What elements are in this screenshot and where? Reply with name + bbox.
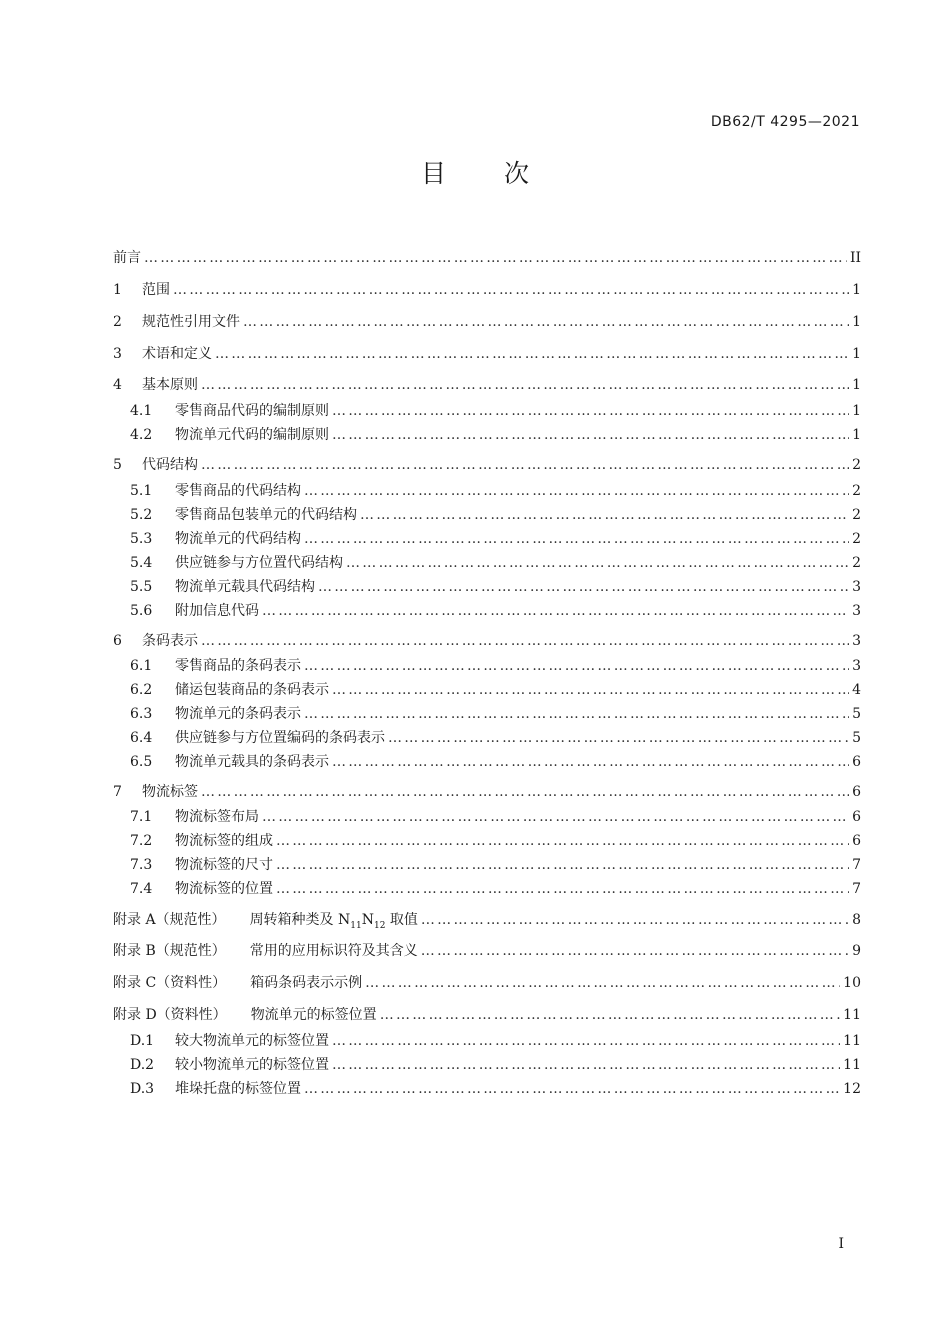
toc-label: 箱码条码表示示例	[250, 975, 363, 991]
toc-number: 6.1	[130, 658, 153, 674]
toc-page: 2	[852, 531, 861, 547]
toc-label: 较大物流单元的标签位置	[175, 1033, 329, 1049]
toc-number: 1	[113, 282, 122, 298]
toc-label: 代码结构	[142, 457, 198, 473]
toc-page: 1	[852, 346, 861, 362]
toc-subentry[interactable]	[130, 878, 861, 900]
toc-label: 物流单元载具的条码表示	[175, 754, 329, 770]
toc-label: 附加信息代码	[175, 603, 259, 619]
toc-subentry[interactable]	[130, 703, 861, 725]
toc-label: 物流标签	[142, 784, 198, 800]
document-code: DB62/T 4295—2021	[710, 114, 860, 130]
toc-subentry[interactable]	[130, 655, 861, 677]
toc-number: 6.4	[130, 730, 153, 746]
toc-number: 5.5	[130, 579, 153, 595]
toc-page: 3	[852, 603, 861, 619]
toc-subentry[interactable]	[130, 600, 861, 622]
toc-label: 零售商品的代码结构	[175, 483, 301, 499]
toc-number: 5.6	[130, 603, 153, 619]
toc-page: 1	[852, 282, 861, 298]
toc-label: 基本原则	[142, 377, 198, 393]
toc-subentry[interactable]	[130, 679, 861, 701]
toc-page: 3	[852, 579, 861, 595]
toc-number: 4.2	[130, 427, 153, 443]
toc-page: 2	[852, 507, 861, 523]
toc-label: 堆垛托盘的标签位置	[175, 1081, 301, 1097]
toc-page: 9	[852, 943, 861, 959]
toc-entry[interactable]	[113, 279, 861, 301]
toc-page: 6	[852, 833, 861, 849]
toc-label: 较小物流单元的标签位置	[175, 1057, 329, 1073]
toc-annex-entry[interactable]	[113, 972, 861, 994]
toc-number: 6.3	[130, 706, 153, 722]
toc-page: 11	[843, 1033, 861, 1049]
page-number: I	[838, 1236, 844, 1252]
toc-annex-entry[interactable]	[113, 1004, 861, 1026]
toc-subentry[interactable]	[130, 480, 861, 502]
toc-label: 零售商品的条码表示	[175, 658, 301, 674]
toc-entry[interactable]	[113, 454, 861, 476]
toc-label: 范围	[142, 282, 170, 298]
toc-label: 条码表示	[142, 633, 198, 649]
annex-prefix: 附录 C（资料性）	[113, 975, 227, 991]
toc-subentry[interactable]	[130, 400, 861, 422]
toc-number: D.3	[130, 1081, 155, 1097]
toc-number: 5.1	[130, 483, 153, 499]
toc-subentry[interactable]	[130, 751, 861, 773]
toc-subentry[interactable]	[130, 1054, 861, 1076]
toc-page: 6	[852, 784, 861, 800]
toc-page: 2	[852, 483, 861, 499]
toc-page: 10	[843, 975, 861, 991]
toc-subentry[interactable]	[130, 528, 861, 550]
toc-label: 物流标签的尺寸	[175, 857, 273, 873]
page-title	[0, 154, 950, 190]
toc-number: 5.2	[130, 507, 153, 523]
toc-label: 零售商品包装单元的代码结构	[175, 507, 357, 523]
toc-label: 术语和定义	[142, 346, 212, 362]
toc-page: 2	[852, 555, 861, 571]
toc-subentry[interactable]	[130, 576, 861, 598]
toc-number: 4.1	[130, 403, 153, 419]
toc-label: 物流标签布局	[175, 809, 259, 825]
annex-prefix: 附录 D（资料性）	[113, 1007, 227, 1023]
toc-label: 规范性引用文件	[142, 314, 240, 330]
toc-page: 7	[852, 857, 861, 873]
toc-page: 8	[852, 912, 861, 928]
toc-label: 物流单元的条码表示	[175, 706, 301, 722]
toc-page: 1	[852, 314, 861, 330]
toc-number: 3	[113, 346, 122, 362]
toc-number: 7.1	[130, 809, 153, 825]
toc-number: 7.4	[130, 881, 153, 897]
toc-number: 4	[113, 377, 122, 393]
toc-label: 物流标签的位置	[175, 881, 273, 897]
toc-entry[interactable]	[113, 247, 861, 269]
toc-label: 前言	[113, 250, 141, 266]
toc-page: II	[849, 250, 861, 266]
toc-label: 储运包装商品的条码表示	[175, 682, 329, 698]
toc-entry[interactable]	[113, 781, 861, 803]
toc-annex-entry[interactable]	[113, 909, 861, 931]
toc-label: 物流单元的标签位置	[250, 1007, 377, 1023]
toc-page: 6	[852, 754, 861, 770]
toc-subentry[interactable]	[130, 854, 861, 876]
toc-page: 5	[852, 706, 861, 722]
toc-page: 5	[852, 730, 861, 746]
toc-entry[interactable]	[113, 374, 861, 396]
toc-page: 3	[852, 658, 861, 674]
toc-page: 1	[852, 403, 861, 419]
toc-label: 物流标签的组成	[175, 833, 273, 849]
toc-page: 3	[852, 633, 861, 649]
toc-number: 7.2	[130, 833, 153, 849]
toc-page: 11	[843, 1007, 861, 1023]
toc-number: 6.2	[130, 682, 153, 698]
toc-number: 7.3	[130, 857, 153, 873]
toc-label: 物流单元的代码结构	[175, 531, 301, 547]
toc-subentry[interactable]	[130, 727, 861, 749]
title-char-1: 目	[420, 159, 446, 188]
toc-number: 7	[113, 784, 122, 800]
toc-number: 6.5	[130, 754, 153, 770]
toc-subentry[interactable]	[130, 830, 861, 852]
toc-number: D.1	[130, 1033, 155, 1049]
toc-entry[interactable]	[113, 343, 861, 365]
toc-number: D.2	[130, 1057, 155, 1073]
toc-label: 常用的应用标识符及其含义	[249, 943, 418, 959]
toc-subentry[interactable]	[130, 1078, 861, 1100]
toc-label: 物流单元代码的编制原则	[175, 427, 329, 443]
annex-prefix: 附录 B（规范性）	[113, 943, 226, 959]
toc-subentry[interactable]	[130, 424, 861, 446]
toc-label: 物流单元载具代码结构	[175, 579, 315, 595]
toc-subentry[interactable]	[130, 1030, 861, 1052]
toc-page: 6	[852, 809, 861, 825]
toc-number: 6	[113, 633, 122, 649]
toc-subentry[interactable]	[130, 504, 861, 526]
toc-number: 5	[113, 457, 122, 473]
toc-entry[interactable]	[113, 630, 861, 652]
toc-label: 供应链参与方位置编码的条码表示	[175, 730, 385, 746]
toc-number: 5.4	[130, 555, 153, 571]
toc-label: 供应链参与方位置代码结构	[175, 555, 343, 571]
toc-number: 5.3	[130, 531, 153, 547]
toc-entry[interactable]	[113, 311, 861, 333]
toc-page: 12	[843, 1081, 861, 1097]
toc-page: 1	[852, 377, 861, 393]
title-char-2: 次	[504, 159, 530, 188]
toc-label: 周转箱种类及 $N_{11}N_{12}$ 取值	[249, 912, 418, 931]
toc-page: 11	[843, 1057, 861, 1073]
toc-annex-entry[interactable]	[113, 940, 861, 962]
toc-page: 1	[852, 427, 861, 443]
toc-subentry[interactable]	[130, 552, 861, 574]
toc-label: 零售商品代码的编制原则	[175, 403, 329, 419]
toc-page: 7	[852, 881, 861, 897]
toc-page: 4	[852, 682, 861, 698]
toc-subentry[interactable]	[130, 806, 861, 828]
annex-prefix: 附录 A（规范性）	[113, 912, 226, 928]
toc-number: 2	[113, 314, 122, 330]
toc-page: 2	[852, 457, 861, 473]
